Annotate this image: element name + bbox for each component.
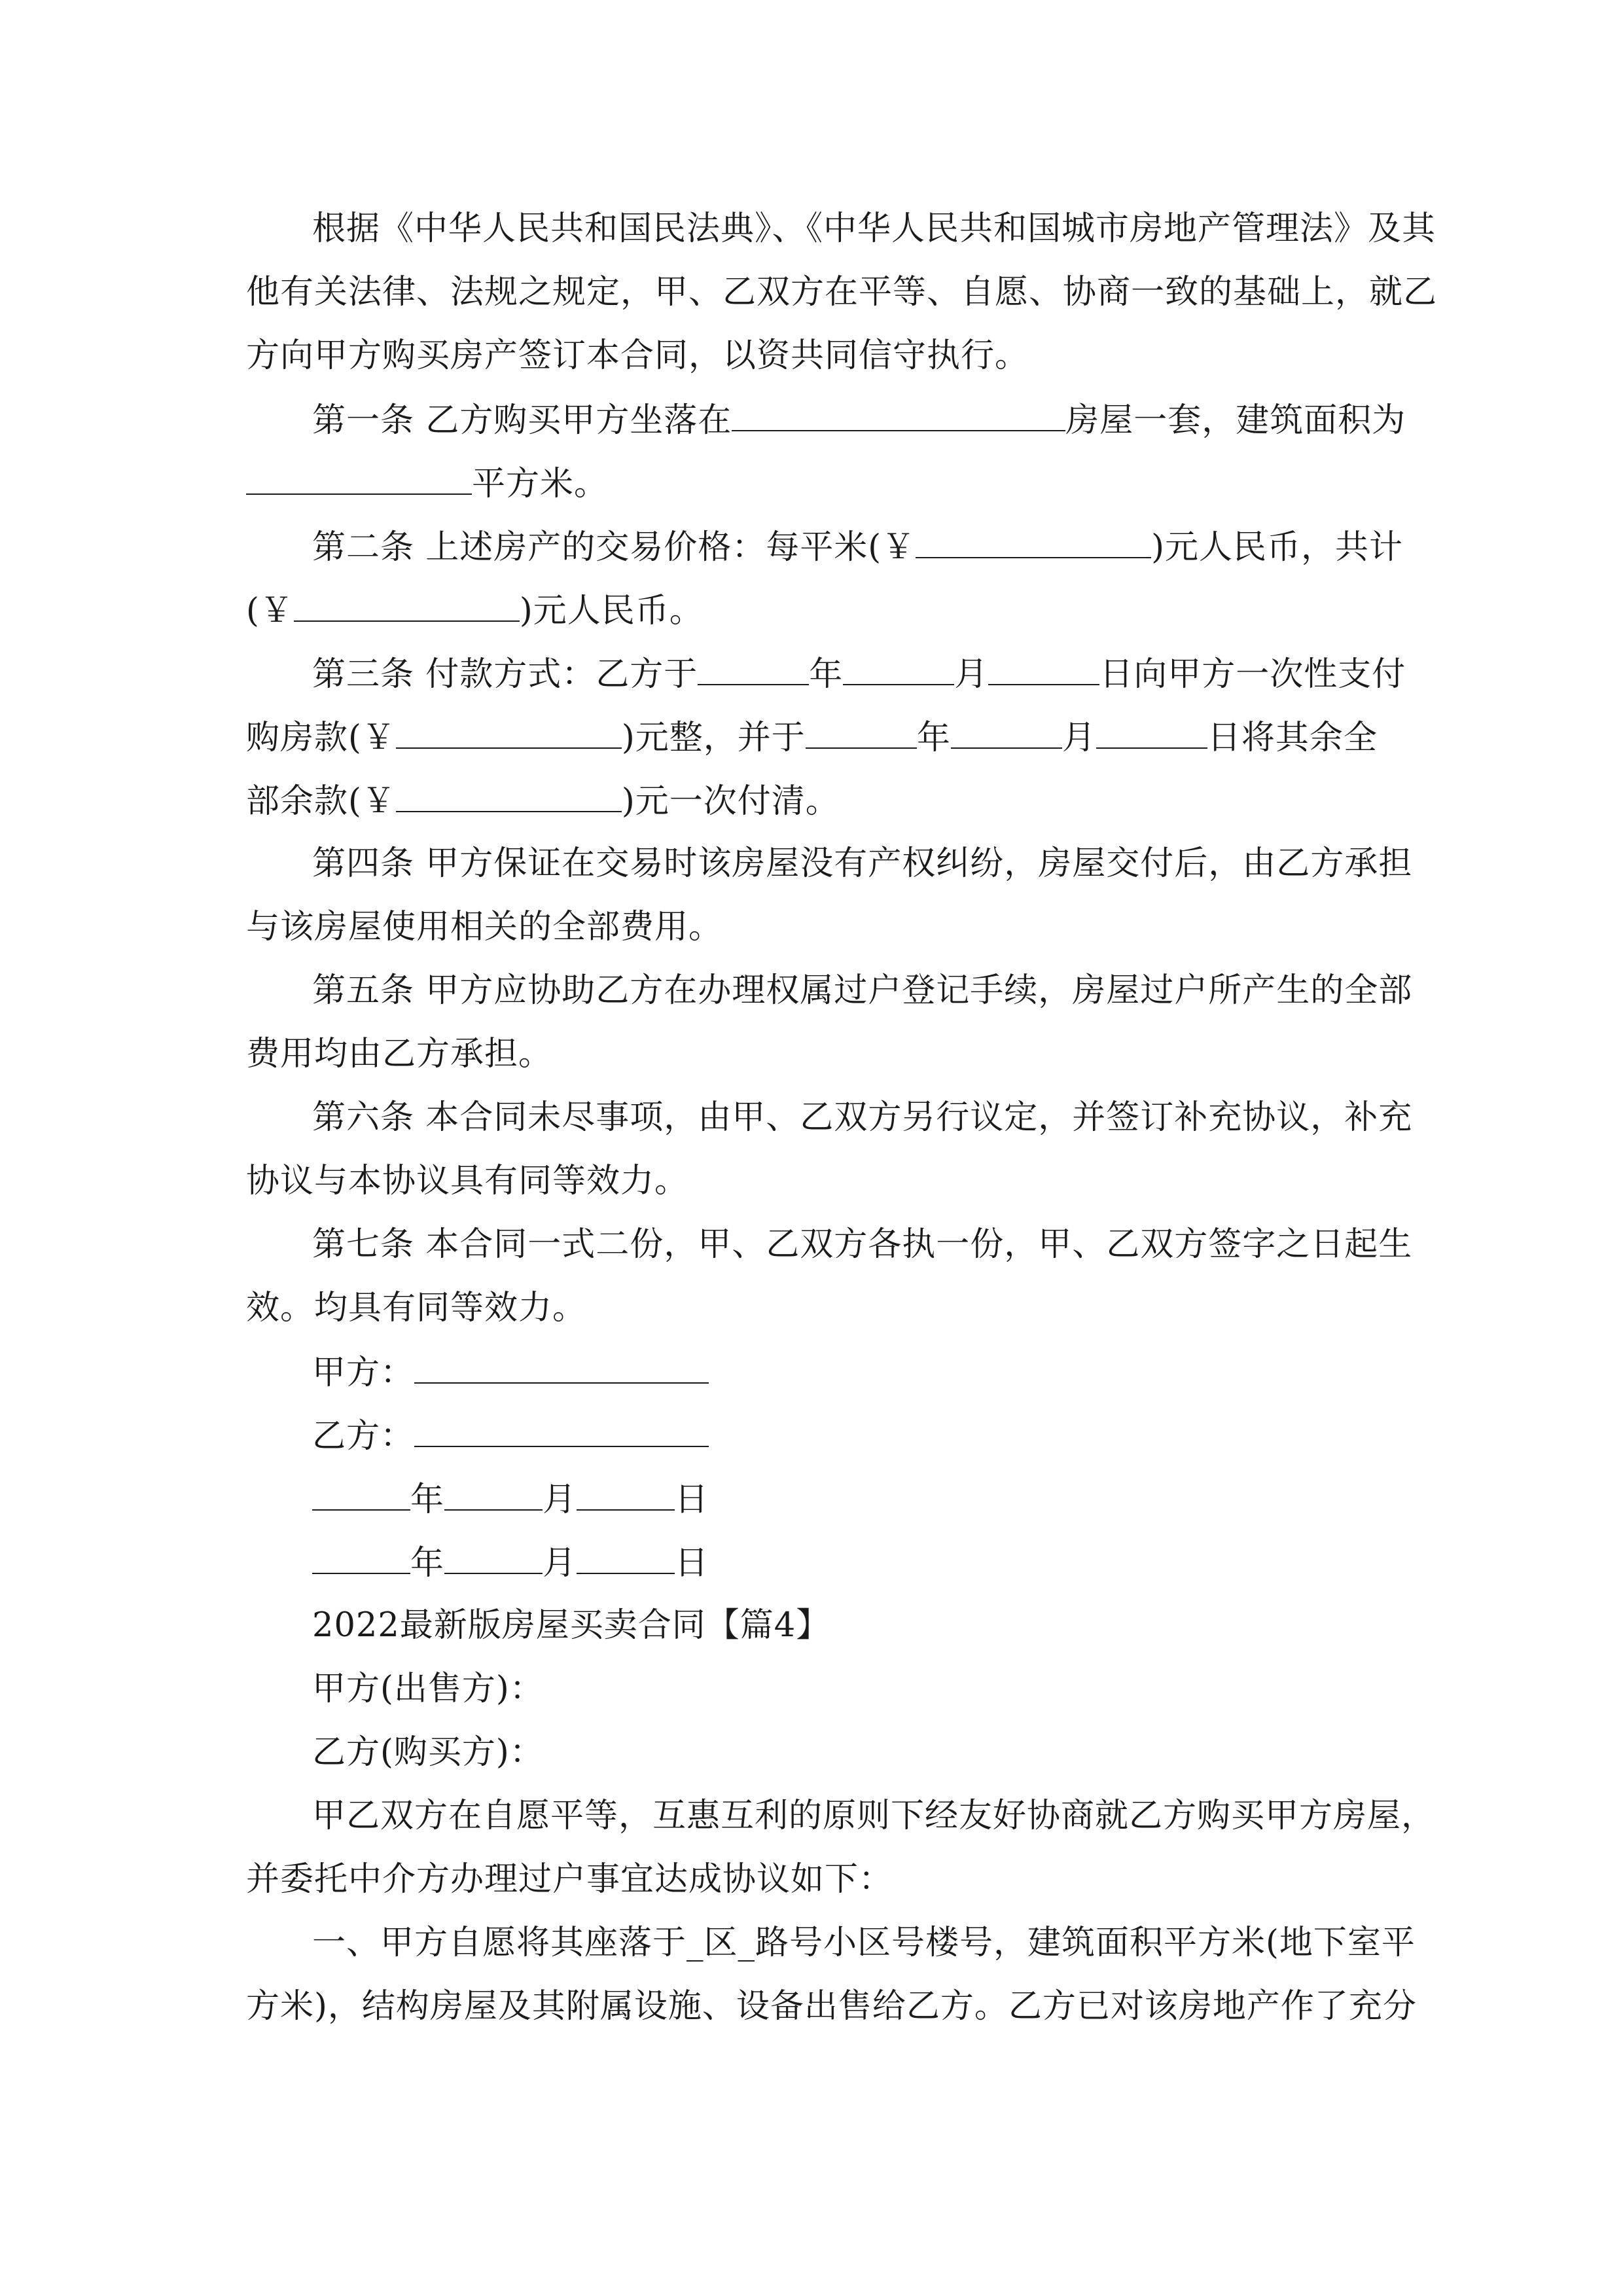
- article-5-line-1: 第五条 甲方应协助乙方在办理权属过户登记手续，房屋过户所产生的全部: [312, 971, 1413, 1010]
- sign-date-line-1: [312, 1479, 709, 1520]
- month-label: 月: [543, 1480, 577, 1519]
- article-3-text: 购房款(￥: [246, 719, 396, 757]
- article-3-text: 第三条 付款方式：乙方于: [312, 655, 698, 694]
- month-label: 月: [1061, 719, 1096, 757]
- party-a-sign-line: [312, 1352, 709, 1393]
- article-2-line-1: [312, 527, 1403, 567]
- seller-label: 甲方(出售方)：: [312, 1670, 544, 1708]
- location-blank[interactable]: [732, 400, 1065, 431]
- article-1-line-2: [246, 463, 608, 504]
- section-title: 2022最新版房屋买卖合同【篇4】: [312, 1606, 830, 1645]
- article-7-line-2: 效。均具有同等效力。: [246, 1289, 587, 1327]
- balance-year-blank[interactable]: [806, 717, 917, 749]
- day-label: 日: [675, 1480, 709, 1519]
- agreement-line-1: 甲乙双方在自愿平等，互惠互利的原则下经友好协商就乙方购买甲方房屋，: [312, 1797, 1436, 1835]
- article-3-text: 日将其余全: [1207, 719, 1378, 757]
- article-3-line-1: [312, 654, 1406, 694]
- total-price-blank[interactable]: [294, 590, 520, 622]
- date-year-blank[interactable]: [312, 1479, 410, 1511]
- day-label: 日: [675, 1544, 709, 1583]
- article-3-text: )元一次付清。: [621, 782, 840, 821]
- article-3-line-2: [246, 717, 1378, 758]
- date-day-blank[interactable]: [577, 1543, 675, 1574]
- balance-month-blank[interactable]: [951, 717, 1062, 749]
- year-label: 年: [410, 1480, 445, 1519]
- date-month-blank[interactable]: [444, 1479, 543, 1511]
- article-7-line-1: 第七条 本合同一式二份，甲、乙双方各执一份，甲、乙双方签字之日起生: [312, 1225, 1413, 1264]
- party-a-signature-blank[interactable]: [414, 1352, 709, 1384]
- article-3-text: 部余款(￥: [246, 782, 396, 821]
- article-3-line-3: [246, 781, 840, 821]
- pay-month-blank[interactable]: [843, 654, 954, 685]
- article-2-text: 第二条 上述房产的交易价格：每平米(￥: [312, 528, 916, 567]
- intro-line-1: 根据《中华人民共和国民法典》、《中华人民共和国城市房地产管理法》及其: [312, 209, 1436, 248]
- pay-year-blank[interactable]: [698, 654, 809, 685]
- unit-price-blank[interactable]: [916, 527, 1151, 558]
- balance-amount-blank[interactable]: [396, 781, 622, 812]
- article-3-text: 日向甲方一次性支付: [1099, 655, 1406, 694]
- party-b-label: 乙方：: [312, 1417, 415, 1456]
- article-2-text: (￥: [246, 592, 294, 630]
- month-label: 月: [954, 655, 989, 694]
- article-6-line-2: 协议与本协议具有同等效力。: [246, 1162, 689, 1200]
- party-b-signature-blank[interactable]: [414, 1416, 709, 1447]
- year-label: 年: [809, 655, 844, 694]
- intro-line-2: 他有关法律、法规之规定，甲、乙双方在平等、自愿、协商一致的基础上，就乙: [246, 273, 1438, 312]
- sign-date-line-2: [312, 1543, 709, 1583]
- month-label: 月: [543, 1544, 577, 1583]
- year-label: 年: [410, 1544, 445, 1583]
- buyer-label: 乙方(购买方)：: [312, 1733, 544, 1772]
- date-day-blank[interactable]: [577, 1479, 675, 1511]
- article-4-line-2: 与该房屋使用相关的全部费用。: [246, 908, 723, 946]
- clause-one-line-1: 一、甲方自愿将其座落于_区_路号小区号楼号，建筑面积平方米(地下室平: [312, 1924, 1416, 1962]
- balance-day-blank[interactable]: [1096, 717, 1207, 749]
- party-b-sign-line: [312, 1416, 709, 1456]
- agreement-line-2: 并委托中介方办理过户事宜达成协议如下：: [246, 1860, 893, 1899]
- year-label: 年: [916, 719, 951, 757]
- clause-one-line-2: 方米)，结构房屋及其附属设施、设备出售给乙方。乙方已对该房地产作了充分: [246, 1987, 1417, 2026]
- article-5-line-2: 费用均由乙方承担。: [246, 1035, 553, 1073]
- area-blank[interactable]: [246, 463, 472, 495]
- article-1-text: 第一条 乙方购买甲方坐落在: [312, 401, 732, 440]
- article-2-text: )元人民币，共计: [1151, 528, 1404, 567]
- area-unit: 平方米。: [472, 465, 609, 503]
- date-month-blank[interactable]: [444, 1543, 543, 1574]
- article-4-line-1: 第四条 甲方保证在交易时该房屋没有产权纠纷，房屋交付后，由乙方承担: [312, 844, 1413, 883]
- down-payment-blank[interactable]: [396, 717, 622, 749]
- intro-line-3: 方向甲方购买房产签订本合同，以资共同信守执行。: [246, 336, 1029, 375]
- pay-day-blank[interactable]: [988, 654, 1099, 685]
- article-2-text: )元人民币。: [519, 592, 704, 630]
- article-1-line-1: [312, 400, 1406, 440]
- date-year-blank[interactable]: [312, 1543, 410, 1574]
- party-a-label: 甲方：: [312, 1354, 415, 1392]
- article-1-text: 房屋一套，建筑面积为: [1065, 401, 1406, 440]
- article-3-text: )元整，并于: [621, 719, 806, 757]
- article-2-line-2: [246, 590, 704, 631]
- article-6-line-1: 第六条 本合同未尽事项，由甲、乙双方另行议定，并签订补充协议，补充: [312, 1098, 1413, 1137]
